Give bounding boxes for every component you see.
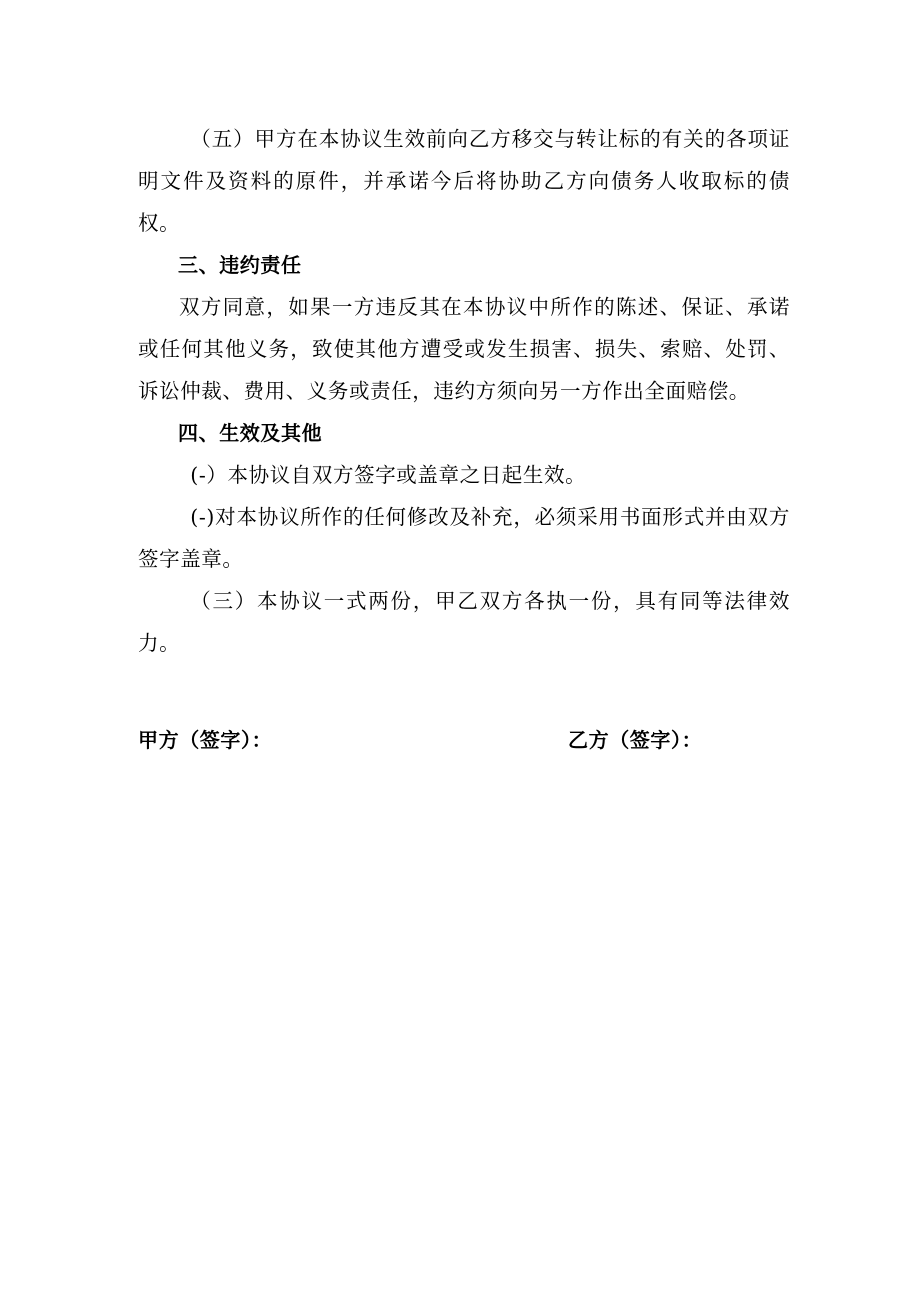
- clause-5-paragraph: （五）甲方在本协议生效前向乙方移交与转让标的有关的各项证明文件及资料的原件，并承诺今后将协助乙方向债务人收取标的债权。: [138, 127, 790, 235]
- effect-item-3: （三）本协议一式两份，甲乙双方各执一份，具有同等法律效力。: [138, 589, 790, 655]
- party-b-signature-label: 乙方（签字）：: [568, 728, 703, 752]
- breach-paragraph: 双方同意，如果一方违反其在本协议中所作的陈述、保证、承诺或任何其他义务，致使其他方遭受或发生损害、损失、索赔、处罚、诉讼仲裁、费用、义务或责任，违约方须向另一方作出全面赔偿。: [138, 295, 790, 403]
- party-a-signature-label: 甲方（签字）：: [138, 728, 273, 752]
- section-heading-breach: 三、违约责任: [178, 253, 302, 277]
- document-body: [138, 118, 790, 664]
- effect-item-1: (-）本协议自双方签字或盖章之日起生效。: [190, 463, 587, 487]
- section-heading-effect: 四、生效及其他: [178, 421, 323, 445]
- signature-block: [138, 719, 790, 761]
- effect-item-2: (-)对本协议所作的任何修改及补充，必须采用书面形式并由双方签字盖章。: [138, 505, 790, 571]
